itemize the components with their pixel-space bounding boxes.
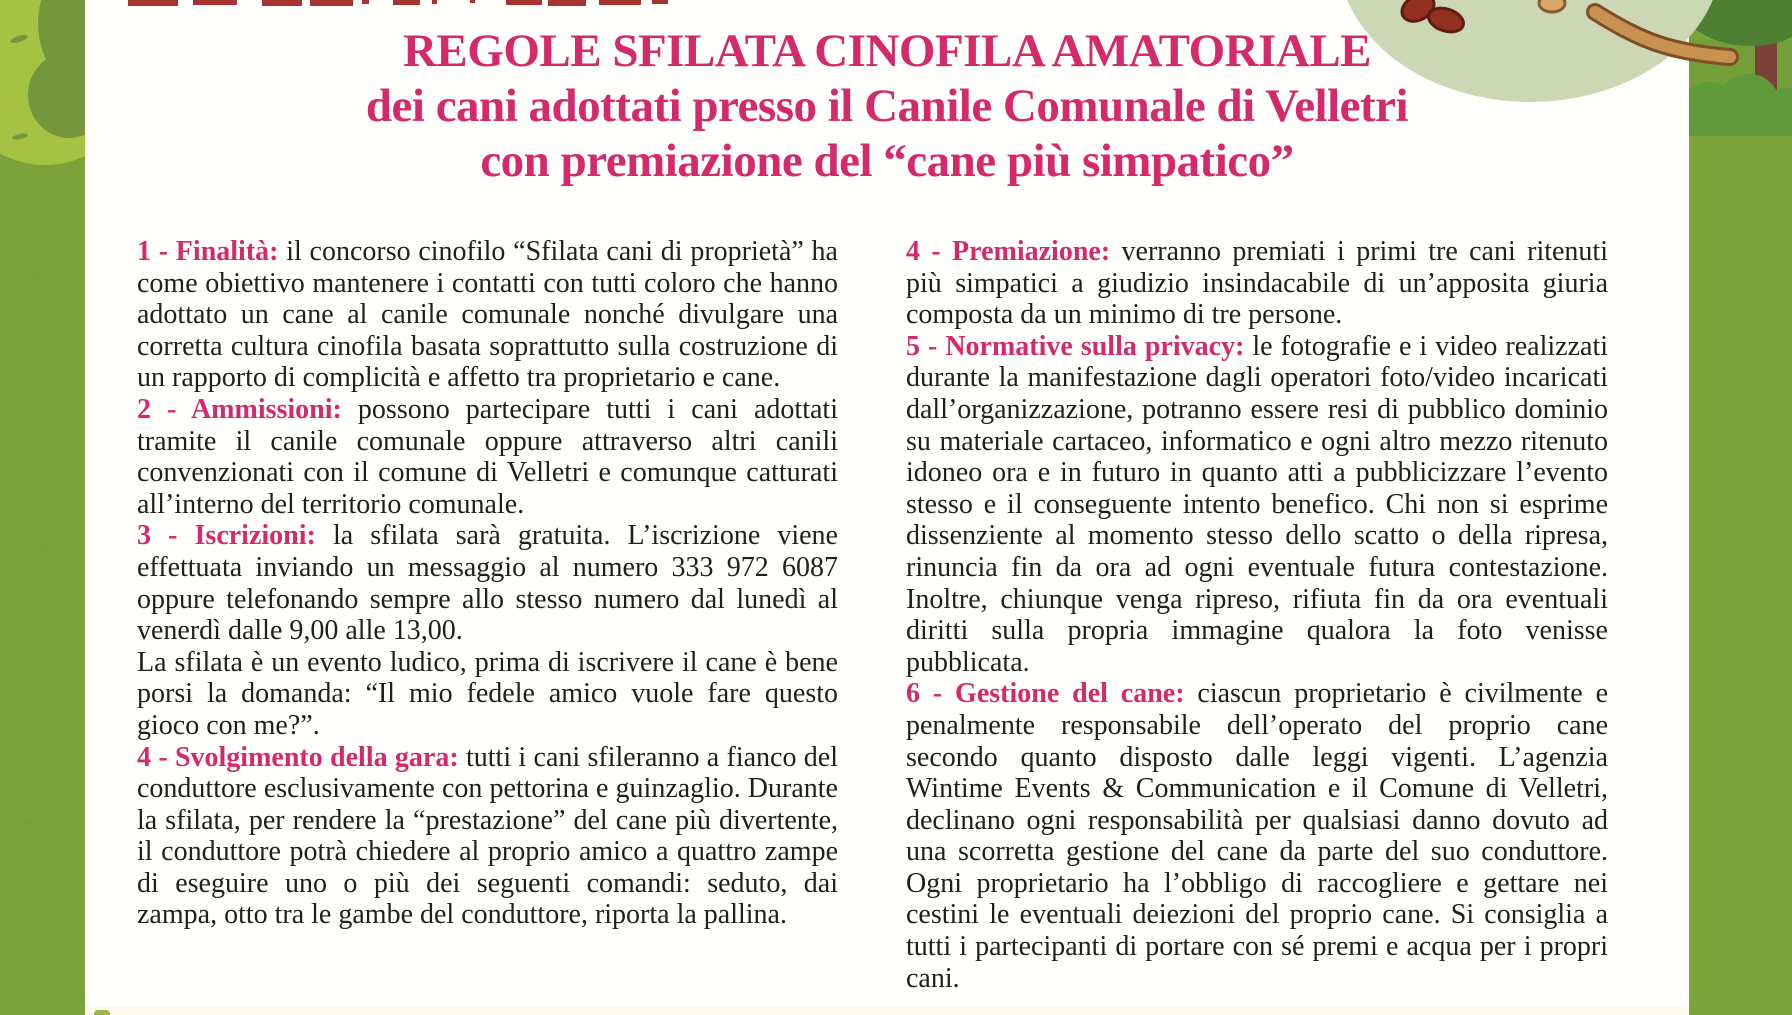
rule-paragraph: 4 - Svolgimento della gara: tutti i cani sfileranno a fianco del conduttore esclusivamente con pettorina e guinzaglio. Durante la sfilata, per rendere la “prestazione” del cane più divertente, il conduttore potrà chiedere al proprio amico a quattro zampe di eseguire uno o più dei seguenti comandi: seduto, dai zampa, otto tra le gambe del conduttore, riporta la pallina. xyxy=(137,741,838,931)
title-line-3: con premiazione del “cane più simpatico” xyxy=(480,135,1294,187)
cropped-red-text-fragments xyxy=(0,0,700,8)
rule-lead: 5 - Normative sulla privacy: xyxy=(906,330,1253,362)
rule-paragraph: 4 - Premiazione: verranno premiati i primi tre cani ritenuti più simpatici a giudizio insindacabile di un’apposita giuria composta da un minimo di tre persone. xyxy=(906,236,1608,331)
rule-lead: 2 - Ammissioni: xyxy=(137,393,358,425)
rule-lead: 6 - Gestione del cane: xyxy=(906,678,1198,710)
rule-paragraph: 5 - Normative sulla privacy: le fotografie e i video realizzati durante la manifestazione dagli operatori foto/video incaricati dall’organizzazione, potranno essere resi di pubblico dominio su materiale cartaceo, informatico e ogni altro mezzo ritenuto idoneo ora e in futuro in quanto atti a pubblicizzare l’evento stesso e il conseguente intento benefico. Chi non si esprime dissenziente al momento stesso dello scatto o della ripresa, rinuncia fin da ora ad ogni eventuale futura contestazione. Inoltre, chiunque venga ripreso, rifiuta fin da ora eventuali diritti sulla propria immagine qualora la foto venisse pubblicata. xyxy=(906,330,1609,678)
rule-paragraph: 3 - Iscrizioni: la sfilata sarà gratuita. L’iscrizione viene effettuata inviando un messaggio al numero 333 972 6087 oppure telefonando sempre allo stesso numero dal lunedì al venerdì dalle 9,00 alle 13,00. xyxy=(137,520,838,647)
rule-paragraph: 2 - Ammissioni: possono partecipare tutti i cani adottati tramite il canile comunale oppure attraverso altri canili convenzionati con il comune di Velletri e comunque catturati all’interno del territorio comunale. xyxy=(137,393,838,520)
rule-paragraph: 6 - Gestione del cane: ciascun proprietario è civilmente e penalmente responsabile dell’operato del proprio cane secondo quanto disposto dalle leggi vigenti. L’agenzia Wintime Events & Communication e il Comune di Velletri, declinano ogni responsabilità per qualsiasi danno dovuto ad una scorretta gestione del cane da parte del suo conduttore. Ogni proprietario ha l’obbligo di raccogliere e gettare nei cestini le eventuali deiezioni del proprio cane. Si consiglia a tutti i partecipanti di portare con sé premi e acqua per i propri cani. xyxy=(906,678,1609,994)
title-line-1: REGOLE SFILATA CINOFILA AMATORIALE xyxy=(402,25,1372,77)
dog-on-branch-illustration xyxy=(1300,0,1792,130)
rule-lead: 4 - Premiazione: xyxy=(906,236,1122,267)
rule-lead: 3 - Iscrizioni: xyxy=(137,520,333,552)
bottom-cream-band xyxy=(85,1006,1689,1015)
title-line-2: dei cani adottati presso il Canile Comunale di Velletri xyxy=(365,80,1409,132)
right-greenery-illustration xyxy=(1689,0,1792,1015)
left-greenery-illustration xyxy=(0,0,85,1015)
rule-lead: 4 - Svolgimento della gara: xyxy=(137,741,466,773)
bottom-bush-sliver-icon xyxy=(94,1010,110,1015)
rule-lead: 1 - Finalità: xyxy=(137,236,287,267)
rules-column-left xyxy=(137,236,838,931)
rules-column-right xyxy=(906,236,1608,994)
rule-paragraph: La sfilata è un evento ludico, prima di iscrivere il cane è bene porsi la domanda: “Il mio fedele amico vuole fare questo gioco con me?”. xyxy=(137,646,838,741)
leaf-dash-icon xyxy=(36,543,52,553)
leaf-dash-icon xyxy=(28,273,45,282)
leaf-dash-icon xyxy=(18,819,34,827)
rule-paragraph: 1 - Finalità: il concorso cinofilo “Sfilata cani di proprietà” ha come obiettivo mantenere i contatti con tutti coloro che hanno adottato un cane al canile comunale nonché divulgare una corretta cultura cinofila basata soprattutto sulla costruzione di un rapporto di complicità e affetto tra proprietario e cane. xyxy=(137,236,838,394)
